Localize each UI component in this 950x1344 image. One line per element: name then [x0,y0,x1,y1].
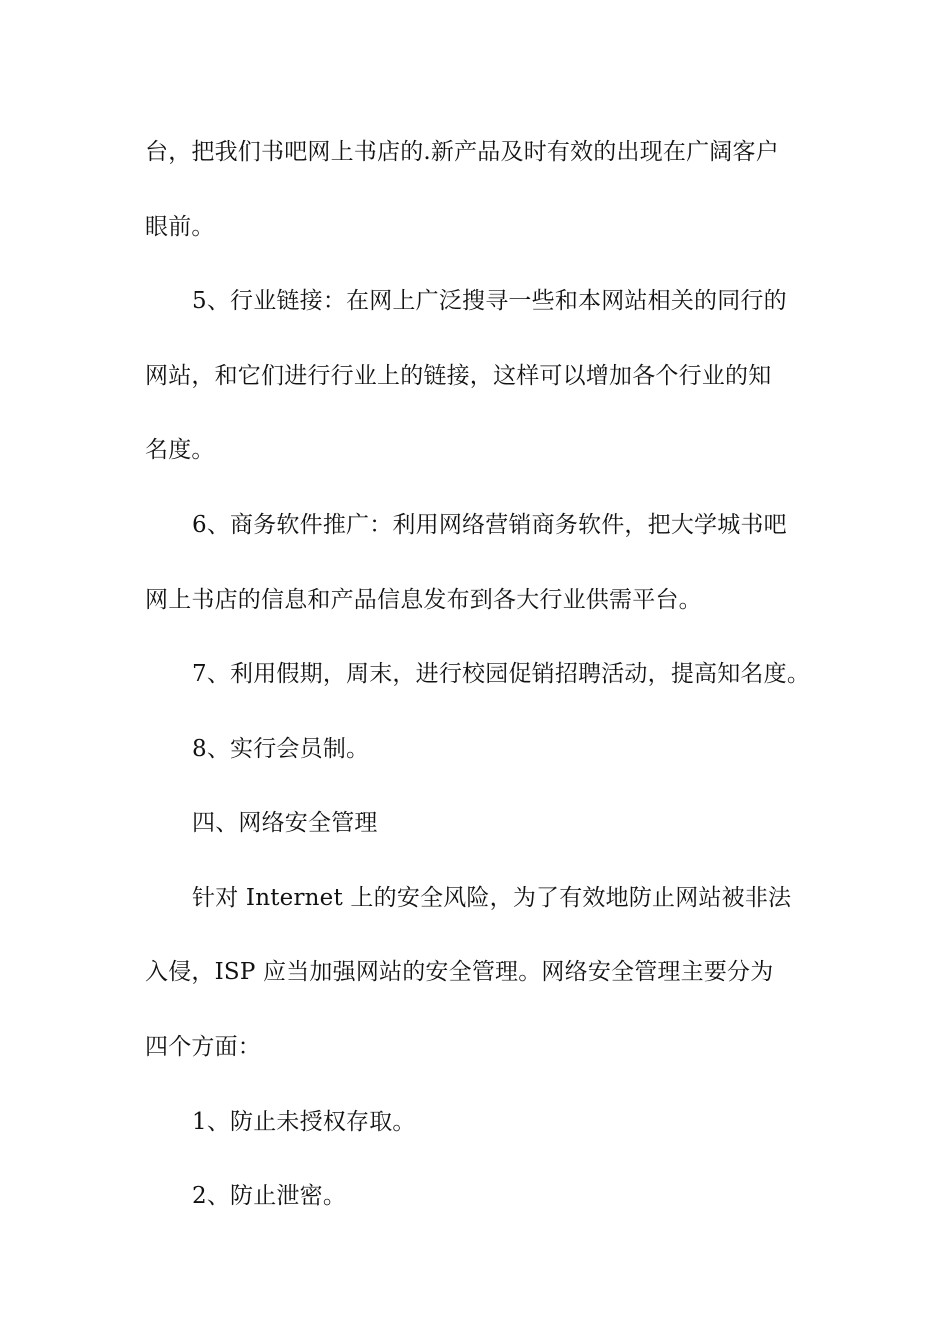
list-item-7: 7、利用假期，周末，进行校园促销招聘活动，提高知名度。 [192,661,811,687]
text-line: 四个方面： [145,1034,261,1060]
text-line: 台，把我们书吧网上书店的.新产品及时有效的出现在广阔客户 [145,139,779,165]
text-line: 网上书店的信息和产品信息发布到各大行业供需平台。 [145,587,702,613]
paragraph-line: 针对 Internet 上的安全风险，为了有效地防止网站被非法 [192,885,792,911]
list-item-2: 2、防止泄密。 [192,1183,347,1209]
list-item-8: 8、实行会员制。 [192,736,370,762]
text-line: 眼前。 [145,214,215,240]
list-item-1: 1、防止未授权存取。 [192,1109,416,1135]
list-item-6: 6、商务软件推广：利用网络营销商务软件，把大学城书吧 [192,512,787,538]
text-line: 网站，和它们进行行业上的链接，这样可以增加各个行业的知 [145,363,772,389]
section-heading: 四、网络安全管理 [192,810,378,836]
list-item-5: 5、行业链接：在网上广泛搜寻一些和本网站相关的同行的 [192,288,787,314]
text-line: 名度。 [145,437,215,463]
text-line: 入侵，ISP 应当加强网站的安全管理。网络安全管理主要分为 [145,959,774,985]
